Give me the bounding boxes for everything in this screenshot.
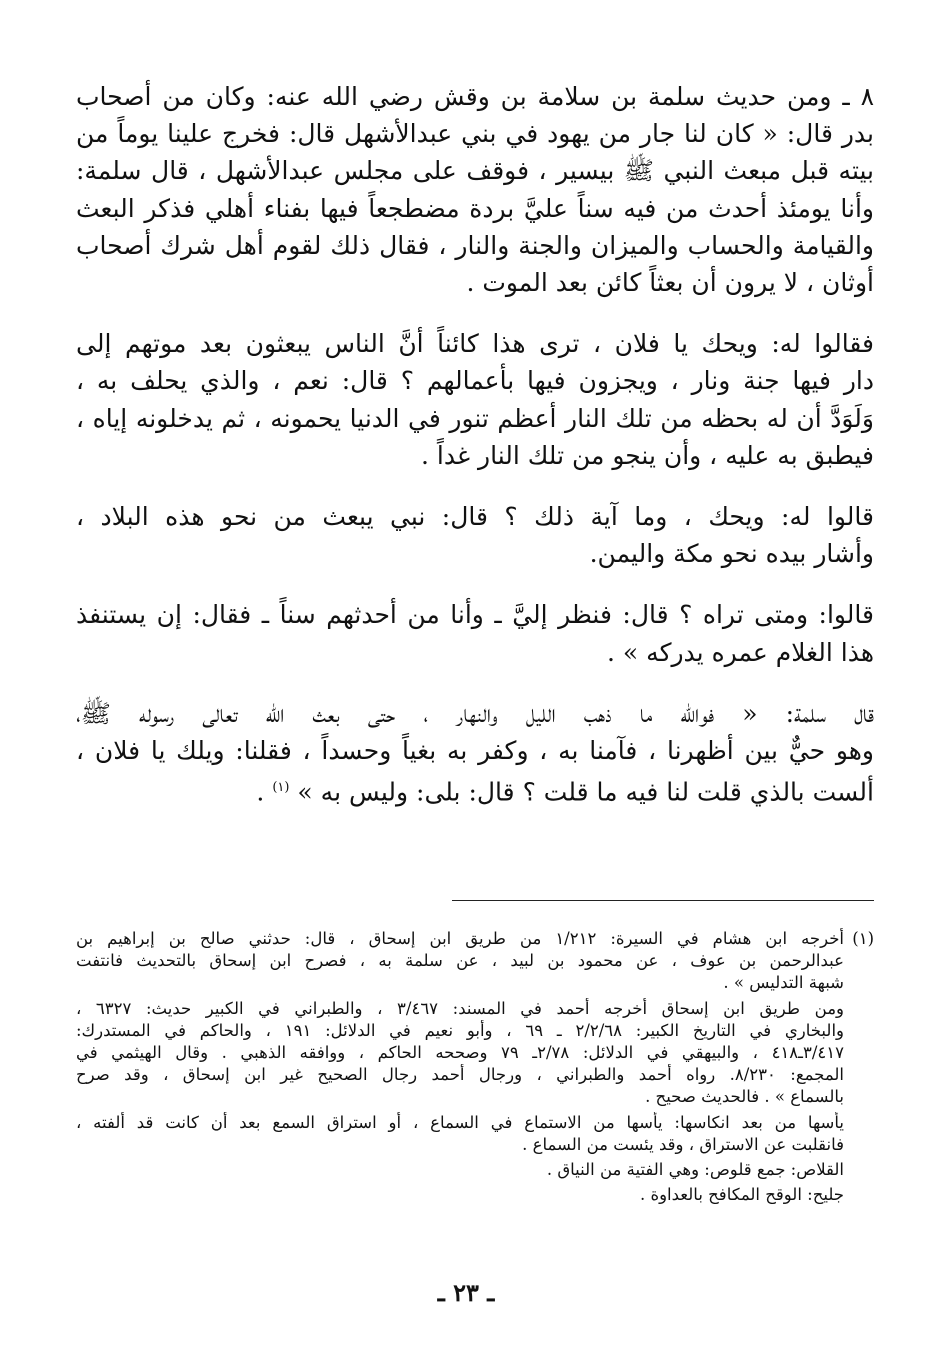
footnote-line (76, 928, 874, 950)
footnote-line: القلاص: جمع قلوص: وهي الفتية من النياق . (546, 1160, 844, 1180)
footnote-line: ومن طريق ابن إسحاق أخرجه أحمد في المسند: ٣/٤٦٧ ، والطبراني في الكبير حديث: ٦٣٢٧ ، (76, 998, 844, 1018)
text-line: وأشار بيده نحو مكة واليمن. (589, 539, 874, 569)
text-line: هذا الغلام عمره يدركه » . (607, 637, 874, 667)
paragraph-5 (76, 695, 874, 811)
footnote-text: أخرجه ابن هشام في السيرة: ١/٢١٢ من طريق ابن إسحاق ، قال: حدثني صالح بن إبراهيم بن (76, 929, 844, 948)
paragraph-1 (76, 78, 874, 301)
footnote-block (76, 928, 874, 995)
footnote-number: (١) (852, 929, 874, 948)
footnote-line: جليح: الوقح المكافح بالعداوة . (639, 1185, 844, 1205)
footnote-block (76, 1112, 874, 1156)
footnote-line: ٣/٤١٧ـ٤١٨ ، والبيهقي في الدلائل: ٢/٧٨ـ ٧٩ وصححه الحاكم ، ووافقه الذهبي . وقال الهيثمي في (76, 1043, 845, 1063)
text-line: قال سلمة: « فوالله ما ذهب الليل والنهار ، حتى بعث الله تعالى رسوله ﷺ، (76, 698, 874, 728)
text-fragment: ألست بالذي قلت لنا فيه ما قلت ؟ قال: بلى: وليس به » (297, 777, 874, 807)
footnote-block (76, 1184, 874, 1206)
footnote-reference[interactable]: (١) (272, 780, 290, 796)
footnote-divider (452, 900, 874, 901)
text-line: فقالوا له: ويحك يا فلان ، ترى هذا كائناً أنَّ الناس يبعثون بعد موتهم إلى (76, 329, 874, 359)
text-line: وهو حيٌّ بين أظهرنا ، فآمنا به ، وكفر به بغياً وحسداً ، فقلنا: ويلك يا فلان ، (76, 736, 874, 766)
text-line: قالوا له: ويحك ، وما آية ذلك ؟ قال: نبي يبعث من نحو هذه البلاد ، (76, 502, 874, 532)
footnote-block (76, 998, 874, 1109)
text-line: أوثان ، لا يرون أن بعثاً كائن بعد الموت . (466, 268, 874, 298)
footnote-line: عبدالرحمن بن عوف ، عن محمود بن لبيد ، عن سلمة به ، فصرح ابن إسحاق بالتحديث فانتفت (76, 951, 844, 971)
page-number: ـ ٢٣ ـ (437, 1278, 495, 1307)
text-line: وَلَوَدَّ أن له بحظه من تلك النار أعظم تنور في الدنيا يحمونه ، ثم يدخلونه إياه ، (76, 403, 874, 433)
text-line: بدر قال: « كان لنا جار من يهود في بني عبدالأشهل قال: فخرج علينا يوماً من (76, 119, 874, 149)
paragraph-3 (76, 498, 874, 572)
footnotes (76, 928, 874, 1209)
text-line: والقيامة والحساب والميزان والجنة والنار ، فقال ذلك لقوم أهل شرك أصحاب (76, 230, 874, 260)
text-line: فيطبق به عليه ، وأن ينجو من تلك النار غداً . (421, 440, 874, 470)
text-line: بيته قبل مبعث النبي ﷺ بيسير ، فوقف على مجلس عبدالأشهل ، قال سلمة: (76, 156, 874, 186)
text-line: وأنا يومئذ أحدث من فيه سناً عليَّ بردة مضطجعاً فيها بفناء أهلي فذكر البعث (76, 193, 874, 223)
footnote-line: شبهة التدليس » . (723, 973, 844, 993)
footnote-line: فانقلبت عن الاستراق ، وقد يئست من السماع . (522, 1134, 844, 1154)
paragraph-4 (76, 596, 874, 670)
main-text (76, 78, 874, 835)
paragraph-2 (76, 325, 874, 474)
footnote-line: والبخاري في التاريخ الكبير: ٢/٢/٦٨ ـ ٦٩ ، وأبو نعيم في الدلائل: ١٩١ ، والحاكم في المستدرك: (76, 1020, 844, 1040)
text-line: قالوا: ومتى تراه ؟ قال: فنظر إليَّ ـ وأنا من أحدثهم سناً ـ فقال: إن يستنفذ (76, 600, 874, 630)
text-line: ٨ ـ ومن حديث سلمة بن سلامة بن وقش رضي الله عنه: وكان من أصحاب (76, 82, 874, 111)
footnote-line: يأسها من بعد انكاسها: يأسها من الاستماع في السماع ، أو استراق السمع بعد أن كانت قد ألفته ، (76, 1112, 844, 1132)
footnote-line: المجمع: ٨/٢٣٠. رواه أحمد والطبراني ، ورجال أحمد رجال الصحيح غير ابن إسحاق ، وقد صرح (76, 1065, 844, 1085)
text-line: دار فيها جنة ونار ، ويجزون فيها بأعمالهم ؟ قال: نعم ، والذي يحلف به ، (76, 366, 874, 396)
footnote-block (76, 1159, 874, 1181)
footnote-line: بالسماع » . فالحديث صحيح . (645, 1087, 844, 1107)
text-line-with-footnote-ref: ألست بالذي قلت لنا فيه ما قلت ؟ قال: بلى: وليس به » $^{(١)}$ . (256, 777, 874, 807)
